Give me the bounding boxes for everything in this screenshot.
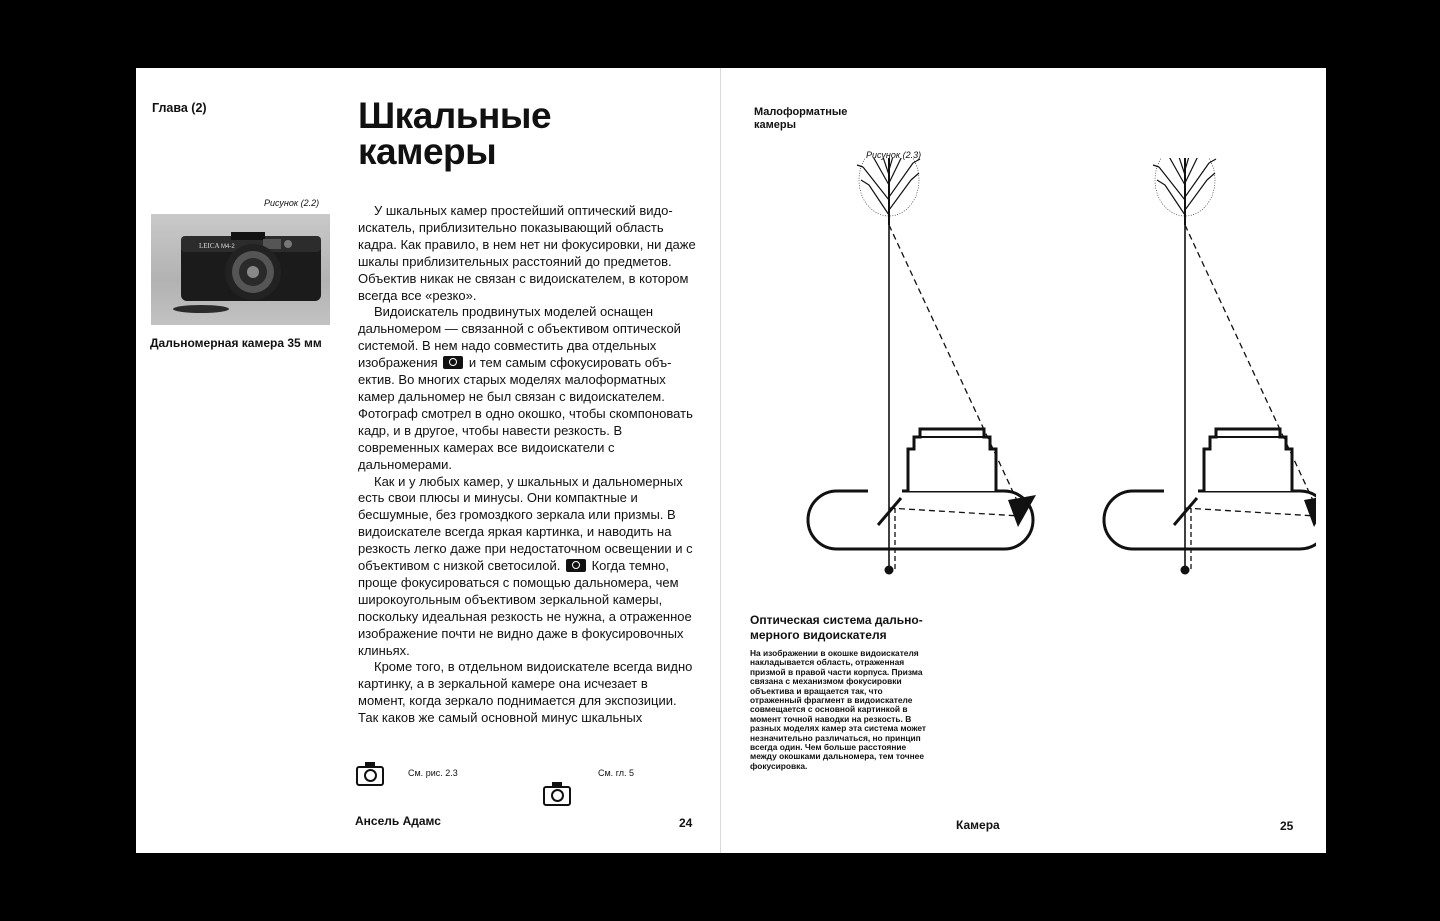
viewfinder-diagram-2 bbox=[1104, 225, 1316, 575]
note-see-chapter: См. гл. 5 bbox=[598, 768, 635, 778]
page-number-right: 25 bbox=[1280, 819, 1294, 833]
chapter-label: Глава (2) bbox=[152, 101, 207, 115]
page-title bbox=[358, 95, 618, 172]
note-see-figure: См. рис. 2.3 bbox=[408, 768, 458, 778]
paragraph-3 bbox=[358, 474, 698, 660]
section-name: Камера bbox=[956, 818, 1000, 832]
camera-icon bbox=[566, 559, 586, 572]
paragraph-1: У шкальных камер простейший оптический видоискатель, приблизительно показывающий область кадра. Как правило, в нем нет ни фокусировки, ни даже шкалы приблизительных расстояний до предметов. Объектив никак не связан с видоискателем, в котором всегда все «резко». bbox=[358, 203, 696, 303]
paragraph-2-start: Видоискатель продвинутых моделей оснащен дальномером — связанной с объективом оптической системой. В нем надо совместить два отдельных изображения bbox=[358, 304, 681, 371]
camera-photo bbox=[151, 214, 330, 325]
figure-label-2-3: Рисунок (2.3) bbox=[866, 150, 922, 160]
author-name: Ансель Адамс bbox=[355, 814, 441, 828]
camera-icon bbox=[443, 356, 463, 369]
paragraph-3-start: Как и у любых камер, у шкальных и дальномерных есть свои плюсы и минусы. Они компактные и бесшумные, без громоздкого зеркала или призмы. В видоискателе всегда яркая картинка, и наводить на резкость легко даже при недостаточном освещении и с объективом с низкой светосилой. bbox=[358, 473, 693, 574]
viewfinder-diagram-1 bbox=[808, 225, 1036, 575]
camera-icon bbox=[543, 786, 571, 806]
paragraph-4: Кроме того, в отдельном видоискателе всегда видно картинку, а в зеркальной камере она исчезает в момент, когда зеркало поднимается для экспозиции. Так каков же самый основной минус шкальных bbox=[358, 659, 693, 726]
rangefinder-optics-diagram bbox=[746, 158, 1316, 628]
tree-icon bbox=[1153, 158, 1216, 225]
paragraph-3-end: Когда темно, проще фокусироваться с помощью дальномера, чем широкоугольным объективом зеркальной камеры, поскольку идеальная резкость не нужна, а отраженное изображение почти не видно даже в фокусировочных клиньях. bbox=[358, 558, 692, 658]
camera-icon bbox=[356, 766, 384, 786]
book-spread bbox=[136, 68, 1326, 853]
gutter bbox=[720, 68, 721, 853]
diagram-description: На изображении в окошке видоискателя накладывается область, отраженная призмой в правой части корпуса. Призма связана с механизмом фокусировки объектива и вращается так, что отраженный фрагмент в видоискателе совмещается с основной картинкой в момент точной наводки на резкость. В разных моделях камер эта система может незначительно различаться, но принцип всегда один. Чем больше расстояние между окошками дальномера, тем точнее фокусировка. bbox=[750, 648, 926, 771]
title-line-2: камеры bbox=[358, 131, 497, 172]
title-line-1: Шкальные bbox=[358, 95, 552, 136]
body-text bbox=[358, 203, 698, 727]
rangefinder-camera-illustration bbox=[151, 214, 330, 325]
page-number-left: 24 bbox=[679, 816, 693, 830]
diagram-title: Оптическая система дальномерного видоискателя bbox=[750, 613, 923, 642]
tree-icon bbox=[857, 158, 920, 225]
photo-caption: Дальномерная камера 35 мм bbox=[150, 336, 322, 350]
paragraph-2 bbox=[358, 304, 698, 473]
paragraph-2-end: и тем самым сфокусировать объектив. Во многих старых моделях малоформатных камер дальномер не был связан с видоискателем. Фотограф смотрел в одно окошко, чтобы скомпоновать кадр, и в другое, чтобы навести резкость. В современных камерах все видоискатели с дальномерами. bbox=[358, 355, 693, 472]
camera-model-text: M4-2 bbox=[221, 244, 235, 250]
camera-brand-text: LEICA bbox=[199, 242, 220, 250]
running-head: Малоформатные камеры bbox=[754, 106, 848, 131]
figure-label-2-2: Рисунок (2.2) bbox=[264, 198, 320, 208]
